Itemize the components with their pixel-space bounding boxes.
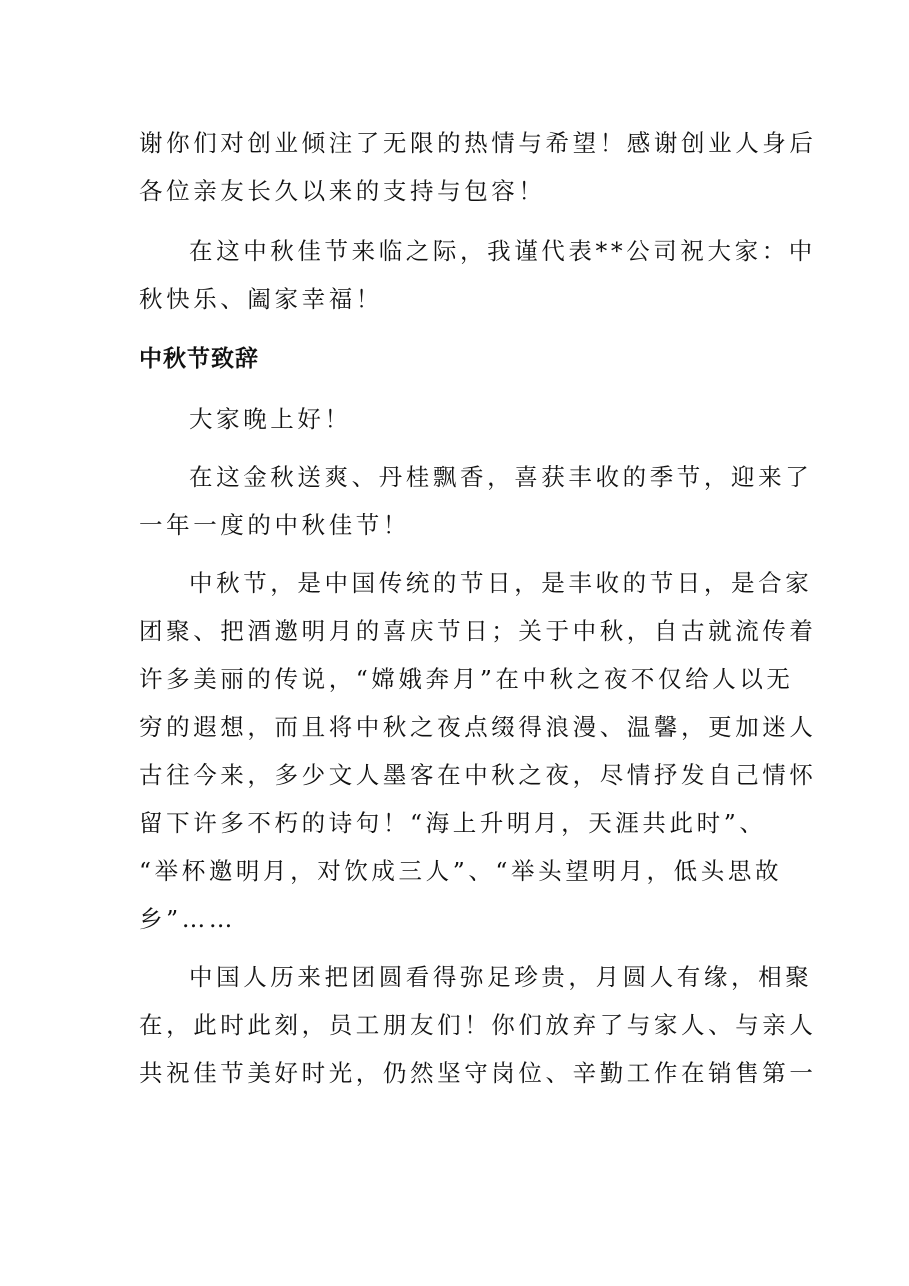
text-line: 一年一度的中秋佳节！	[139, 511, 410, 539]
text-line: 在这金秋送爽、丹桂飘香，喜获丰收的季节，迎来了	[189, 463, 813, 491]
text-line: “举杯邀明月，对饮成三人”、“举头望明月，低头思故	[139, 857, 783, 885]
text-line: 留下许多不朽的诗句！“海上升明月，天涯共此时”、	[139, 809, 767, 837]
text-line: 中秋节，是中国传统的节日，是丰收的节日，是合家	[189, 569, 813, 597]
text-line: 古往今来，多少文人墨客在中秋之夜，尽情抒发自己情怀	[139, 761, 817, 789]
text-line: 团聚、把酒邀明月的喜庆节日；关于中秋，自古就流传着	[139, 617, 817, 645]
section-heading: 中秋节致辞	[139, 346, 259, 372]
text-line: 共祝佳节美好时光，仍然坚守岗位、辛勤工作在销售第一	[139, 1059, 817, 1087]
text-line: 谢你们对创业倾注了无限的热情与希望！感谢创业人身后	[139, 129, 817, 157]
text-line: 在，此时此刻，员工朋友们！你们放弃了与家人、与亲人	[139, 1011, 817, 1039]
text-line: 各位亲友长久以来的支持与包容！	[139, 177, 546, 205]
text-line: 中国人历来把团圆看得弥足珍贵，月圆人有缘，相聚	[189, 963, 813, 991]
text-line: 许多美丽的传说，“嫦娥奔月”在中秋之夜不仅给人以无	[139, 665, 794, 693]
text-line: 乡”……	[139, 905, 236, 933]
text-line: 在这中秋佳节来临之际，我谨代表**公司祝大家：中	[189, 237, 816, 265]
text-line: 秋快乐、阖家幸福！	[139, 285, 383, 313]
text-line: 穷的遐想，而且将中秋之夜点缀得浪漫、温馨，更加迷人	[139, 713, 817, 741]
greeting-line: 大家晚上好！	[189, 405, 352, 433]
